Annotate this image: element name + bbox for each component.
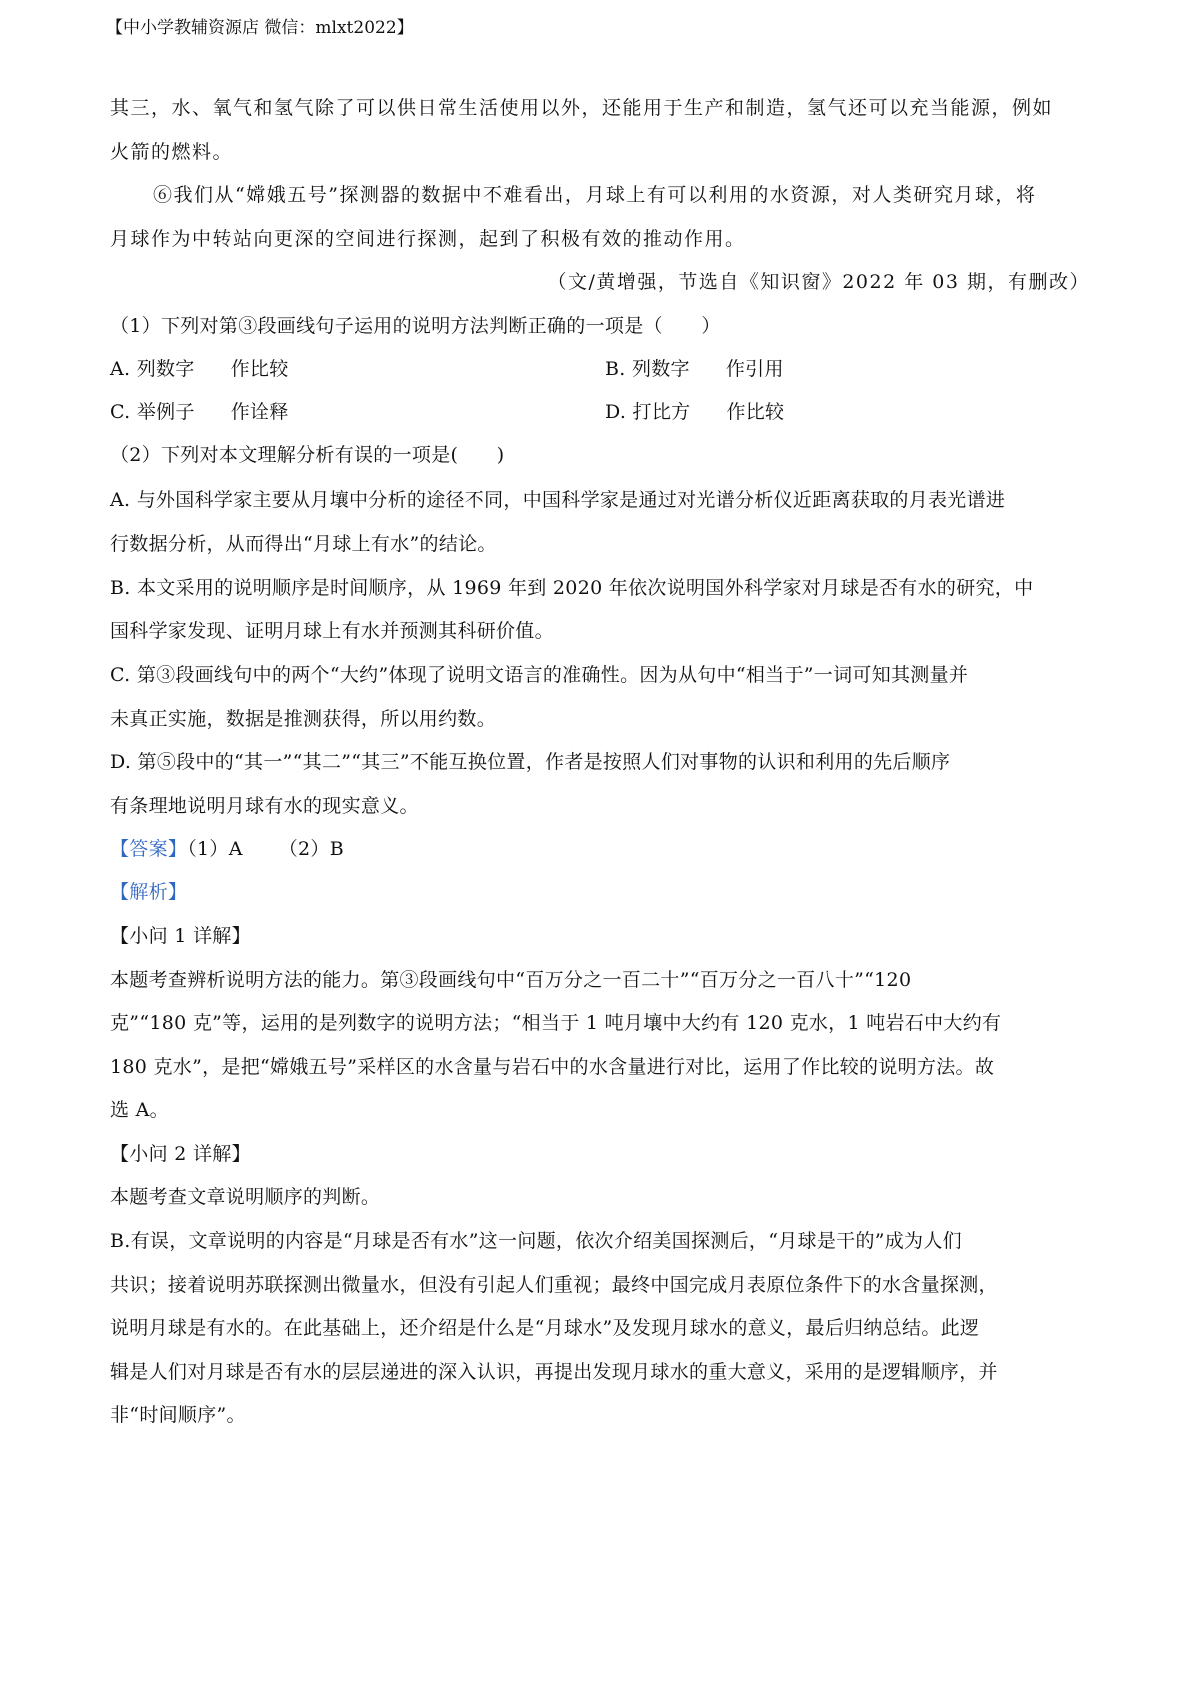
analysis-sub2-line4: 说明月球是有水的。在此基础上，还介绍是什么是“月球水”及发现月球水的意义，最后归纳总结。此逻 [110,1317,980,1339]
q1-option-a [110,355,289,383]
q1-option-b-part2: 作引用 [725,358,784,380]
answer-q2: （2）B [278,838,344,860]
analysis-sub2-line1: 本题考查文章说明顺序的判断。 [110,1186,381,1208]
q1-option-c-part2: 作诠释 [230,401,289,423]
q1-option-c-part1: C. 举例子 [110,401,195,423]
answer-line [110,835,344,863]
analysis-sub1-line4: 选 A。 [110,1099,169,1121]
q1-option-b [605,355,784,383]
q2-option-d-line1: D. 第⑤段中的“其一”“其二”“其三”不能互换位置，作者是按照人们对事物的认识和利用的先后顺序 [110,751,951,773]
q1-option-d-part2: 作比较 [726,401,785,423]
passage-p6-line1: ⑥我们从“嫦娥五号”探测器的数据中不难看出，月球上有可以利用的水资源，对人类研究月球，将 [153,184,1037,206]
analysis-sub1-line2: 克”“180 克”等，运用的是列数字的说明方法；“相当于 1 吨月壤中大约有 120 克水，1 吨岩石中大约有 [110,1012,1002,1034]
analysis-sub1-line3: 180 克水”，是把“嫦娥五号”采样区的水含量与岩石中的水含量进行对比，运用了作比较的说明方法。故 [110,1056,995,1078]
q1-option-a-part2: 作比较 [230,358,289,380]
passage-p5-line1: 其三，水、氧气和氢气除了可以供日常生活使用以外，还能用于生产和制造，氢气还可以充当能源，例如 [110,97,1054,119]
q2-option-d-line2: 有条理地说明月球有水的现实意义。 [110,795,419,817]
question-2-stem: （2）下列对本文理解分析有误的一项是( ) [110,444,505,466]
answer-q1: （1）A [187,838,243,860]
header-watermark: 【中小学教辅资源店 微信：mlxt2022】 [106,18,414,38]
q1-option-c [110,398,289,426]
q2-option-c-line1: C. 第③段画线句中的两个“大约”体现了说明文语言的准确性。因为从句中“相当于”一词可知其测量并 [110,664,969,686]
q2-option-a-line2: 行数据分析，从而得出“月球上有水”的结论。 [110,533,497,555]
q1-option-d-part1: D. 打比方 [605,401,691,423]
analysis-sub2-title: 【小问 2 详解】 [110,1143,251,1165]
passage-p5-line2: 火箭的燃料。 [110,141,234,163]
q1-option-a-part1: A. 列数字 [110,358,195,380]
question-1-stem: （1）下列对第③段画线句子运用的说明方法判断正确的一项是（ ） [110,315,721,337]
analysis-sub1-line1: 本题考查辨析说明方法的能力。第③段画线句中“百万分之一百二十”“百万分之一百八十”“120 [110,969,912,991]
analysis-label: 【解析】 [110,881,188,903]
q2-option-b-line1: B. 本文采用的说明顺序是时间顺序，从 1969 年到 2020 年依次说明国外科学家对月球是否有水的研究，中 [110,577,1034,599]
passage-source: （文/黄增强，节选自《知识窗》2022 年 03 期，有删改） [547,271,1090,293]
analysis-sub2-line6: 非“时间顺序”。 [110,1404,246,1426]
analysis-sub2-line3: 共识；接着说明苏联探测出微量水，但没有引起人们重视；最终中国完成月表原位条件下的水含量探测， [110,1274,998,1296]
passage-p6-line2: 月球作为中转站向更深的空间进行探测，起到了积极有效的推动作用。 [110,228,746,250]
analysis-sub2-line2: B.有误，文章说明的内容是“月球是否有水”这一问题，依次介绍美国探测后，“月球是干的”成为人们 [110,1230,962,1252]
answer-label: 【答案】 [110,838,188,860]
q1-option-b-part1: B. 列数字 [605,358,690,380]
q2-option-c-line2: 未真正实施，数据是推测获得，所以用约数。 [110,708,497,730]
q2-option-b-line2: 国科学家发现、证明月球上有水并预测其科研价值。 [110,620,554,642]
q2-option-a-line1: A. 与外国科学家主要从月壤中分析的途径不同，中国科学家是通过对光谱分析仪近距离获取的月表光谱进 [110,489,1006,511]
analysis-sub2-line5: 辑是人们对月球是否有水的层层递进的深入认识，再提出发现月球水的重大意义，采用的是逻辑顺序，并 [110,1361,998,1383]
analysis-sub1-title: 【小问 1 详解】 [110,925,251,947]
q1-option-d [605,398,784,426]
